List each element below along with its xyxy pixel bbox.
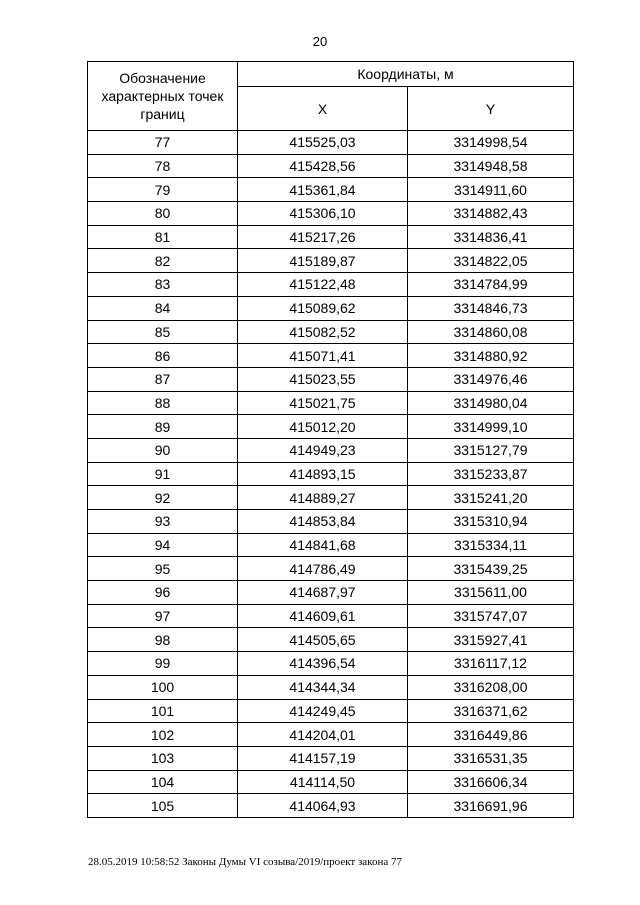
coordinates-table xyxy=(87,61,574,818)
cell-x: 415122,48 xyxy=(238,273,408,297)
table-row xyxy=(88,604,574,628)
cell-point: 89 xyxy=(88,415,238,439)
cell-point: 88 xyxy=(88,391,238,415)
cell-x: 414841,68 xyxy=(238,533,408,557)
cell-y: 3314882,43 xyxy=(408,202,574,226)
cell-point: 94 xyxy=(88,533,238,557)
table-row xyxy=(88,533,574,557)
cell-y: 3314784,99 xyxy=(408,273,574,297)
table-row xyxy=(88,557,574,581)
page-number: 20 xyxy=(312,34,328,49)
cell-y: 3315747,07 xyxy=(408,604,574,628)
table-row xyxy=(88,438,574,462)
cell-point: 82 xyxy=(88,249,238,273)
cell-y: 3315334,11 xyxy=(408,533,574,557)
cell-x: 414396,54 xyxy=(238,652,408,676)
cell-y: 3315127,79 xyxy=(408,438,574,462)
header-coordinates: Координаты, м xyxy=(238,62,574,87)
cell-x: 414157,19 xyxy=(238,746,408,770)
table-row xyxy=(88,344,574,368)
cell-y: 3315233,87 xyxy=(408,462,574,486)
header-x: X xyxy=(238,87,408,131)
table-row xyxy=(88,249,574,273)
cell-x: 415361,84 xyxy=(238,178,408,202)
cell-point: 86 xyxy=(88,344,238,368)
cell-x: 415082,52 xyxy=(238,320,408,344)
table-row xyxy=(88,675,574,699)
table-row xyxy=(88,178,574,202)
table-row xyxy=(88,628,574,652)
cell-y: 3316606,34 xyxy=(408,770,574,794)
cell-x: 415525,03 xyxy=(238,131,408,155)
cell-point: 95 xyxy=(88,557,238,581)
cell-x: 414064,93 xyxy=(238,794,408,818)
cell-point: 93 xyxy=(88,510,238,534)
footer-stamp: 28.05.2019 10:58:52 Законы Думы VI созыва/2019/проект закона 77 xyxy=(88,856,402,868)
cell-x: 414889,27 xyxy=(238,486,408,510)
cell-y: 3314836,41 xyxy=(408,225,574,249)
cell-x: 415306,10 xyxy=(238,202,408,226)
cell-point: 97 xyxy=(88,604,238,628)
cell-y: 3315439,25 xyxy=(408,557,574,581)
cell-x: 414249,45 xyxy=(238,699,408,723)
cell-y: 3314880,92 xyxy=(408,344,574,368)
cell-y: 3316117,12 xyxy=(408,652,574,676)
table-row xyxy=(88,131,574,155)
cell-point: 96 xyxy=(88,581,238,605)
cell-x: 414786,49 xyxy=(238,557,408,581)
cell-point: 105 xyxy=(88,794,238,818)
table-body xyxy=(88,131,574,818)
cell-point: 102 xyxy=(88,723,238,747)
cell-y: 3314948,58 xyxy=(408,154,574,178)
cell-point: 83 xyxy=(88,273,238,297)
cell-point: 84 xyxy=(88,296,238,320)
cell-y: 3314998,54 xyxy=(408,131,574,155)
cell-point: 81 xyxy=(88,225,238,249)
cell-x: 415012,20 xyxy=(238,415,408,439)
table-row xyxy=(88,320,574,344)
cell-x: 414893,15 xyxy=(238,462,408,486)
table-row xyxy=(88,415,574,439)
table-row xyxy=(88,746,574,770)
cell-y: 3314911,60 xyxy=(408,178,574,202)
cell-point: 79 xyxy=(88,178,238,202)
cell-x: 414114,50 xyxy=(238,770,408,794)
table-row xyxy=(88,652,574,676)
cell-point: 90 xyxy=(88,438,238,462)
table-row xyxy=(88,510,574,534)
table-row xyxy=(88,367,574,391)
table-row xyxy=(88,486,574,510)
cell-point: 78 xyxy=(88,154,238,178)
header-point-designation: Обозначение характерных точек границ xyxy=(88,62,238,131)
table-row xyxy=(88,581,574,605)
cell-y: 3314999,10 xyxy=(408,415,574,439)
cell-point: 103 xyxy=(88,746,238,770)
cell-x: 415089,62 xyxy=(238,296,408,320)
cell-x: 415023,55 xyxy=(238,367,408,391)
cell-y: 3314846,73 xyxy=(408,296,574,320)
cell-x: 415021,75 xyxy=(238,391,408,415)
header-y: Y xyxy=(408,87,574,131)
cell-y: 3314822,05 xyxy=(408,249,574,273)
cell-y: 3314860,08 xyxy=(408,320,574,344)
cell-x: 415071,41 xyxy=(238,344,408,368)
cell-point: 91 xyxy=(88,462,238,486)
cell-point: 101 xyxy=(88,699,238,723)
cell-point: 80 xyxy=(88,202,238,226)
cell-y: 3316449,86 xyxy=(408,723,574,747)
cell-y: 3315927,41 xyxy=(408,628,574,652)
cell-x: 414949,23 xyxy=(238,438,408,462)
cell-point: 87 xyxy=(88,367,238,391)
cell-x: 415428,56 xyxy=(238,154,408,178)
cell-point: 104 xyxy=(88,770,238,794)
table-row xyxy=(88,225,574,249)
cell-x: 414204,01 xyxy=(238,723,408,747)
cell-x: 414344,34 xyxy=(238,675,408,699)
cell-x: 415217,26 xyxy=(238,225,408,249)
table-row xyxy=(88,154,574,178)
cell-x: 414609,61 xyxy=(238,604,408,628)
cell-x: 414687,97 xyxy=(238,581,408,605)
cell-x: 414853,84 xyxy=(238,510,408,534)
cell-y: 3314976,46 xyxy=(408,367,574,391)
table-row xyxy=(88,462,574,486)
table-row xyxy=(88,202,574,226)
table-row xyxy=(88,723,574,747)
cell-point: 100 xyxy=(88,675,238,699)
cell-y: 3316371,62 xyxy=(408,699,574,723)
table-row xyxy=(88,296,574,320)
cell-y: 3315611,00 xyxy=(408,581,574,605)
cell-point: 98 xyxy=(88,628,238,652)
cell-point: 77 xyxy=(88,131,238,155)
cell-point: 85 xyxy=(88,320,238,344)
table-row xyxy=(88,273,574,297)
cell-y: 3316208,00 xyxy=(408,675,574,699)
cell-y: 3315241,20 xyxy=(408,486,574,510)
cell-x: 415189,87 xyxy=(238,249,408,273)
cell-point: 99 xyxy=(88,652,238,676)
table-row xyxy=(88,699,574,723)
cell-y: 3314980,04 xyxy=(408,391,574,415)
cell-y: 3316531,35 xyxy=(408,746,574,770)
table-row xyxy=(88,391,574,415)
table-row xyxy=(88,770,574,794)
cell-point: 92 xyxy=(88,486,238,510)
cell-x: 414505,65 xyxy=(238,628,408,652)
cell-y: 3316691,96 xyxy=(408,794,574,818)
cell-y: 3315310,94 xyxy=(408,510,574,534)
table-row xyxy=(88,794,574,818)
